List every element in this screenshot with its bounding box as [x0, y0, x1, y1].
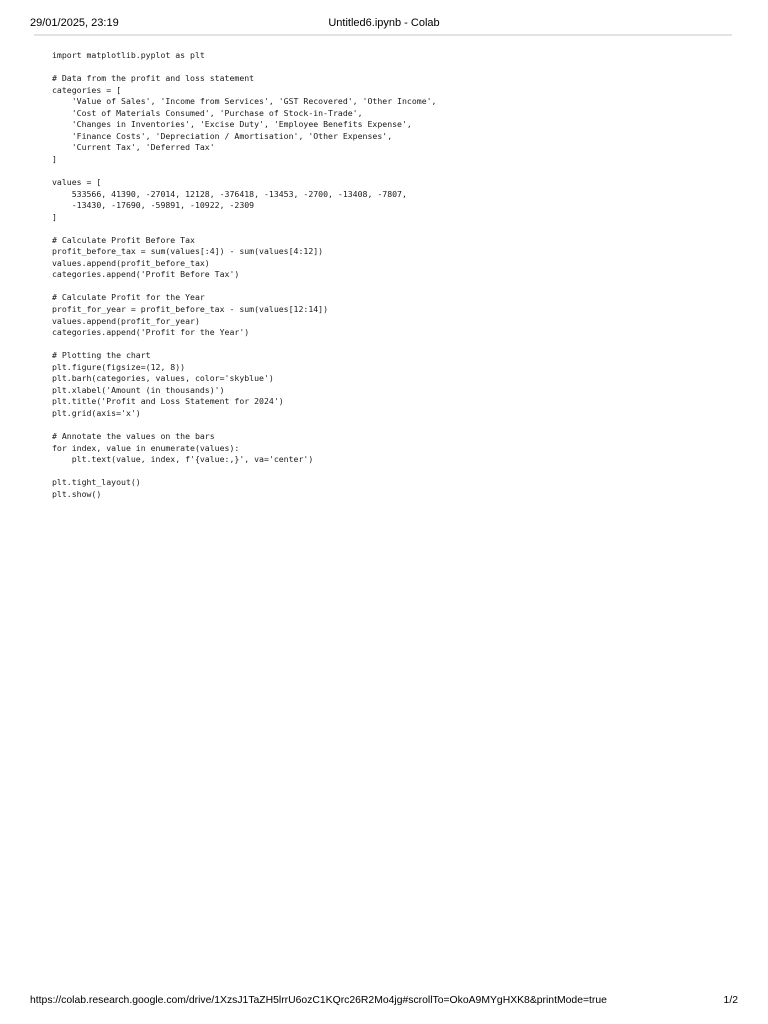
code-line: 'Value of Sales', 'Income from Services', 'GST Recovered', 'Other Income', [52, 96, 437, 107]
code-line: # Annotate the values on the bars [52, 431, 215, 442]
code-line: values.append(profit_before_tax) [52, 257, 210, 268]
code-line [52, 420, 712, 432]
code-line [52, 339, 712, 351]
code-line: plt.xlabel('Amount (in thousands)') [52, 384, 225, 395]
code-line: ] [52, 153, 57, 164]
code-line: 533566, 41390, -27014, 12128, -376418, -13453, -2700, -13408, -7807, [52, 188, 407, 199]
code-line: categories = [ [52, 84, 122, 95]
header-divider [34, 34, 732, 36]
code-line: profit_before_tax = sum(values[:4]) - sum(values[4:12]) [52, 246, 324, 257]
print-header [0, 0, 768, 36]
code-line: categories.append('Profit Before Tax') [52, 269, 240, 280]
code-line: for index, value in enumerate(values): [52, 442, 240, 453]
print-footer [0, 994, 768, 1010]
code-line: plt.text(value, index, f'{value:,}', va='center') [52, 454, 314, 465]
code-line: values.append(profit_for_year) [52, 315, 200, 326]
code-line: 'Current Tax', 'Deferred Tax' [52, 142, 215, 153]
code-line: # Data from the profit and loss statement [52, 73, 255, 84]
code-line: # Calculate Profit for the Year [52, 292, 205, 303]
code-cell[interactable] [52, 50, 712, 500]
document-title: Untitled6.ipynb - Colab [328, 17, 440, 29]
code-line: plt.barh(categories, values, color='skyblue') [52, 373, 274, 384]
code-line [52, 281, 712, 293]
code-line: 'Changes in Inventories', 'Excise Duty', 'Employee Benefits Expense', [52, 119, 412, 130]
code-line: plt.title('Profit and Loss Statement for 2024') [52, 396, 284, 407]
code-line: profit_for_year = profit_before_tax - sum(values[12:14]) [52, 304, 329, 315]
code-line: 'Finance Costs', 'Depreciation / Amortisation', 'Other Expenses', [52, 130, 393, 141]
code-line: import matplotlib.pyplot as plt [52, 50, 205, 60]
code-line: ] [52, 211, 57, 222]
code-line: plt.show() [52, 488, 102, 499]
code-line: categories.append('Profit for the Year') [52, 327, 250, 338]
code-line [52, 466, 712, 478]
page-url[interactable]: https://colab.research.google.com/drive/1XzsJ1TaZH5lrrU6ozC1KQrc26R2Mo4jg#scrollTo=OkoA9MYgHXK8&printMode=true [30, 995, 607, 1006]
code-line: -13430, -17690, -59891, -10922, -2309 [52, 200, 255, 211]
code-line: 'Cost of Materials Consumed', 'Purchase of Stock-in-Trade', [52, 107, 363, 118]
print-datetime: 29/01/2025, 23:19 [30, 17, 119, 29]
page-number: 1/2 [723, 995, 738, 1006]
code-line: values = [ [52, 177, 102, 188]
code-line: plt.grid(axis='x') [52, 407, 141, 418]
code-line: plt.figure(figsize=(12, 8)) [52, 361, 186, 372]
code-line [52, 62, 712, 74]
code-line: # Plotting the chart [52, 350, 151, 361]
code-line: # Calculate Profit Before Tax [52, 234, 195, 245]
code-line [52, 165, 712, 177]
code-line [52, 223, 712, 235]
code-line: plt.tight_layout() [52, 477, 141, 488]
